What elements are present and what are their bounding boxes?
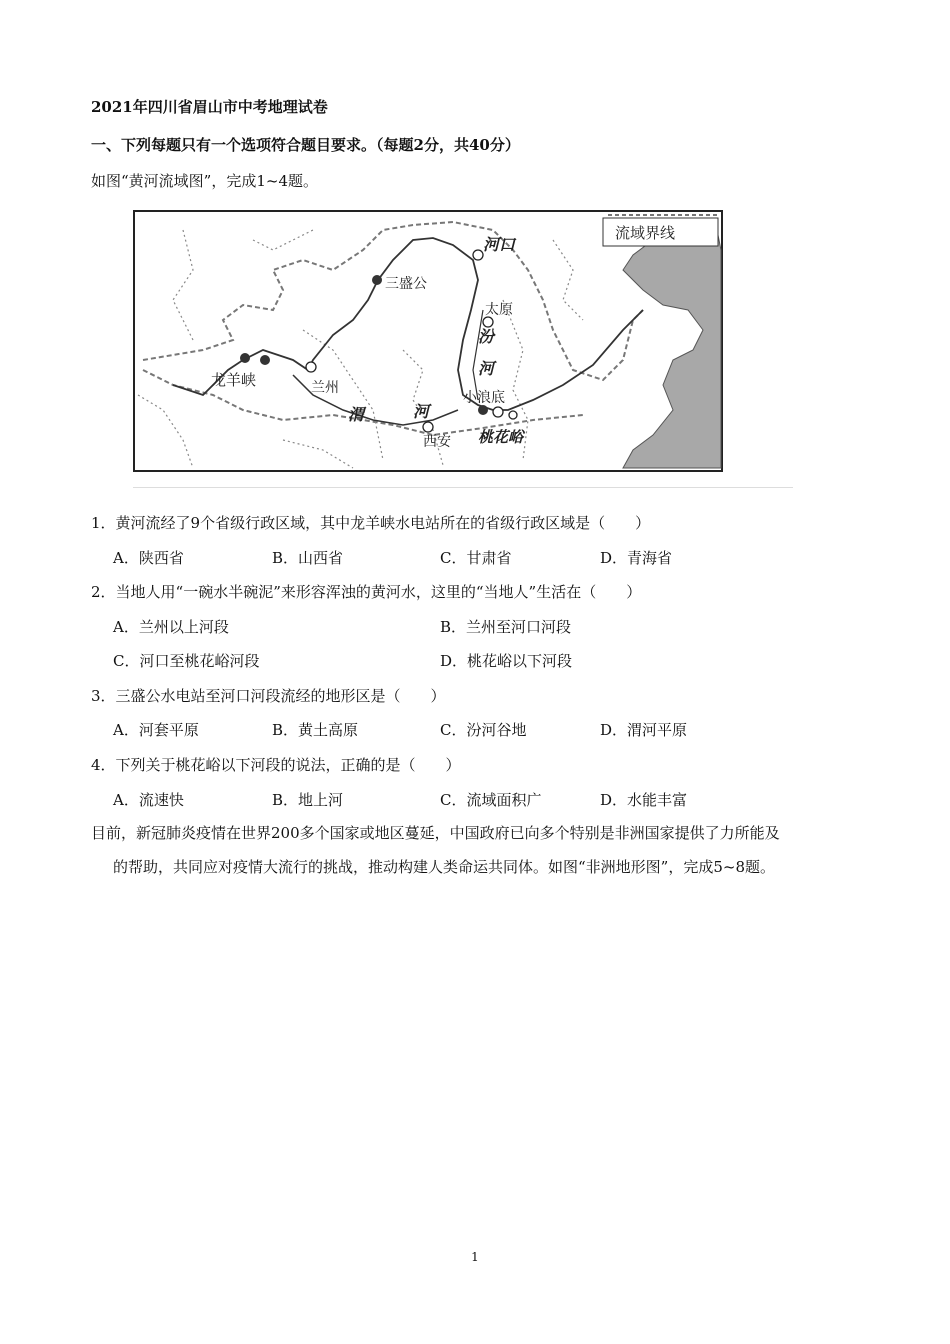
question-3: 3．三盛公水电站至河口河段流经的地形区是（ ）: [91, 687, 446, 705]
svg-text:河口: 河口: [483, 235, 516, 254]
q4-option-a[interactable]: A．流速快: [113, 791, 184, 809]
africa-intro-paragraph: [91, 816, 881, 884]
legend-label: 流域界线: [615, 224, 676, 242]
q3-option-d[interactable]: D．渭河平原: [600, 721, 688, 739]
q1-option-d[interactable]: D．青海省: [600, 549, 673, 567]
q2-option-d[interactable]: D．桃花峪以下河段: [440, 652, 573, 670]
q1-option-b[interactable]: B．山西省: [272, 549, 344, 567]
question-2: 2．当地人用“一碗水半碗泥”来形容浑浊的黄河水，这里的“当地人”生活在（ ）: [91, 583, 642, 601]
question-1: 1．黄河流经了9个省级行政区域，其中龙羊峡水电站所在的省级行政区域是（ ）: [91, 514, 651, 532]
q4-option-c[interactable]: C．流域面积广: [440, 791, 542, 809]
svg-text:西安: 西安: [423, 434, 451, 450]
map-divider: [133, 487, 793, 488]
q3-option-a[interactable]: A．河套平原: [113, 721, 199, 739]
q3-option-c[interactable]: C．汾河谷地: [440, 721, 527, 739]
paragraph-line-1: 目前，新冠肺炎疫情在世界200多个国家或地区蔓延，中国政府已向多个特别是非洲国家提供了力所能及: [91, 824, 780, 842]
svg-text:龙羊峡: 龙羊峡: [211, 371, 257, 389]
q4-option-d[interactable]: D．水能丰富: [600, 791, 688, 809]
svg-text:渭: 渭: [348, 405, 365, 424]
q4-option-b[interactable]: B．地上河: [272, 791, 344, 809]
svg-text:三盛公: 三盛公: [385, 276, 427, 292]
svg-text:小浪底: 小浪底: [463, 390, 505, 406]
q2-option-a[interactable]: A．兰州以上河段: [113, 618, 229, 636]
page-title: 2021年四川省眉山市中考地理试卷: [91, 98, 328, 116]
q2-option-b[interactable]: B．兰州至河口河段: [440, 618, 572, 636]
svg-text:河: 河: [478, 359, 495, 378]
svg-text:桃花峪: 桃花峪: [478, 428, 524, 446]
q1-option-a[interactable]: A．陕西省: [113, 549, 184, 567]
section-heading: 一、下列每题只有一个选项符合题目要求。（每题2分，共40分）: [91, 136, 520, 154]
legend-box: [603, 215, 718, 246]
svg-text:兰州: 兰州: [311, 380, 339, 396]
svg-text:汾: 汾: [478, 327, 495, 346]
yellow-river-basin-map: [133, 210, 723, 472]
paragraph-line-2: 的帮助，共同应对疫情大流行的挑战，推动构建人类命运共同体。如图“非洲地形图”，完成5~8题。: [113, 858, 775, 876]
question-4: 4．下列关于桃花峪以下河段的说法，正确的是（ ）: [91, 756, 461, 774]
svg-text:太原: 太原: [485, 302, 513, 318]
q3-option-b[interactable]: B．黄土高原: [272, 721, 359, 739]
map-intro-text: 如图“黄河流域图”，完成1~4题。: [91, 172, 318, 190]
q1-option-c[interactable]: C．甘肃省: [440, 549, 512, 567]
q2-option-c[interactable]: C．河口至桃花峪河段: [113, 652, 260, 670]
page-number: 1: [471, 1250, 479, 1264]
svg-text:河: 河: [413, 402, 430, 421]
